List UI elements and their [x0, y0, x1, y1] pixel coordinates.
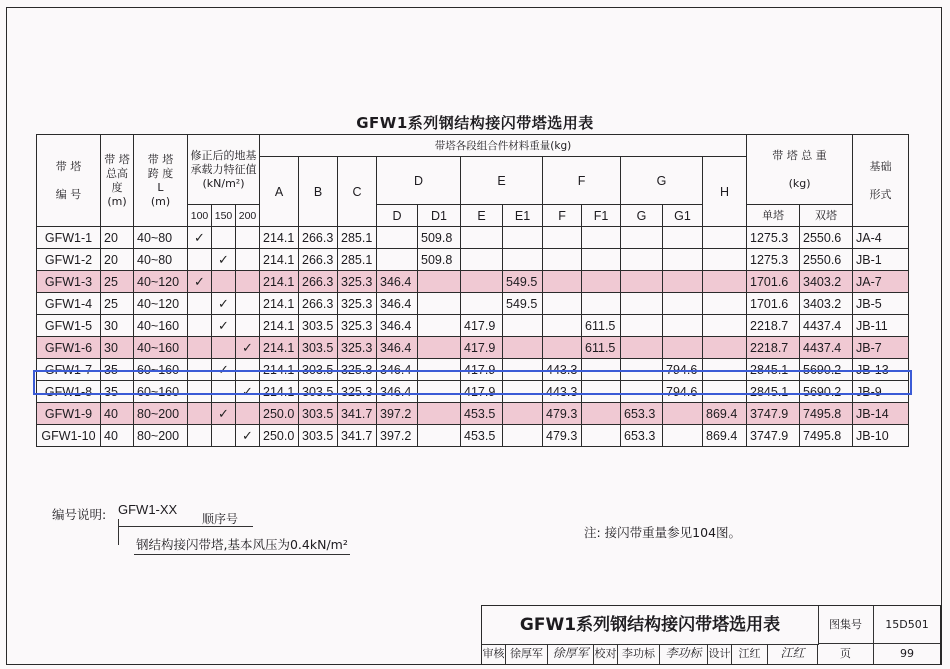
table-row — [37, 381, 909, 403]
cell-weight-d: 346.4 — [377, 293, 418, 315]
cell-soil-200 — [236, 315, 260, 337]
cell-weight-g1 — [663, 249, 703, 271]
cell-weight-h — [703, 315, 747, 337]
cell-span: 40~160 — [134, 337, 188, 359]
page-label: 页 — [818, 644, 874, 664]
titleblock-name: GFW1系列钢结构接闪带塔选用表 — [482, 606, 819, 645]
cell-weight-g — [621, 359, 663, 381]
cell-weight-e1 — [503, 381, 543, 403]
table-row — [37, 271, 909, 293]
cell-weight-d1 — [418, 403, 461, 425]
header-height: 带 塔 总高度 (m) — [101, 135, 134, 227]
header-single: 单塔 — [747, 205, 800, 227]
cell-base: JB-14 — [853, 403, 909, 425]
cell-weight-g — [621, 271, 663, 293]
title-block — [481, 605, 941, 665]
header-sub-d1: D1 — [418, 205, 461, 227]
cell-base: JB-1 — [853, 249, 909, 271]
cell-weight-h — [703, 381, 747, 403]
cell-soil-100 — [188, 359, 212, 381]
cell-id: GFW1-4 — [37, 293, 101, 315]
cell-weight-e: 417.9 — [461, 381, 503, 403]
check-icon: ✓ — [242, 383, 253, 399]
cell-single-weight: 2218.7 — [747, 315, 800, 337]
cell-double-weight: 4437.4 — [800, 337, 853, 359]
cell-weight-h — [703, 271, 747, 293]
cell-span: 60~160 — [134, 359, 188, 381]
cell-weight-h — [703, 249, 747, 271]
cell-weight-f1 — [582, 271, 621, 293]
cell-weight-b: 303.5 — [299, 425, 338, 447]
cell-single-weight: 1275.3 — [747, 249, 800, 271]
check-icon: ✓ — [218, 317, 229, 333]
designer-signature: 江红 — [768, 644, 818, 664]
cell-weight-f: 443.3 — [543, 359, 582, 381]
check-icon: ✓ — [218, 295, 229, 311]
cell-weight-g — [621, 381, 663, 403]
cell-soil-200 — [236, 425, 260, 447]
cell-soil-200 — [236, 271, 260, 293]
cell-soil-100 — [188, 425, 212, 447]
cell-height: 35 — [101, 359, 134, 381]
cell-height: 25 — [101, 293, 134, 315]
header-base: 基础 形式 — [853, 135, 909, 227]
cell-weight-h — [703, 337, 747, 359]
header-soil-150: 150 — [212, 205, 236, 227]
cell-base: JA-4 — [853, 227, 909, 249]
table-row — [37, 337, 909, 359]
atlas-label: 图集号 — [818, 606, 874, 644]
cell-weight-e — [461, 271, 503, 293]
header-group-h: H — [703, 157, 747, 227]
header-sub-g1: G1 — [663, 205, 703, 227]
cell-span: 40~80 — [134, 227, 188, 249]
check-label: 校对 — [594, 644, 618, 664]
cell-weight-d — [377, 249, 418, 271]
cell-weight-b: 266.3 — [299, 293, 338, 315]
cell-weight-a: 214.1 — [260, 315, 299, 337]
cell-weight-e — [461, 293, 503, 315]
cell-weight-e — [461, 227, 503, 249]
header-sub-g: G — [621, 205, 663, 227]
header-soil-100: 100 — [188, 205, 212, 227]
cell-height: 30 — [101, 337, 134, 359]
cell-base: JB-7 — [853, 337, 909, 359]
cell-weight-c: 325.3 — [338, 315, 377, 337]
cell-id: GFW1-7 — [37, 359, 101, 381]
cell-weight-g: 653.3 — [621, 425, 663, 447]
table-row — [37, 359, 909, 381]
header-group-e: E — [461, 157, 543, 205]
cell-soil-150 — [212, 425, 236, 447]
table-row — [37, 403, 909, 425]
check-icon: ✓ — [218, 361, 229, 377]
cell-weight-e: 453.5 — [461, 403, 503, 425]
cell-weight-e1 — [503, 425, 543, 447]
header-id: 带 塔 编 号 — [37, 135, 101, 227]
cell-weight-f — [543, 337, 582, 359]
cell-base: JB-9 — [853, 381, 909, 403]
cell-base: JB-10 — [853, 425, 909, 447]
cell-single-weight: 1275.3 — [747, 227, 800, 249]
cell-weight-d1 — [418, 381, 461, 403]
cell-weight-g1: 794.6 — [663, 359, 703, 381]
design-label: 设计 — [708, 644, 732, 664]
cell-weight-e: 453.5 — [461, 425, 503, 447]
cell-weight-a: 214.1 — [260, 249, 299, 271]
cell-weight-g1 — [663, 315, 703, 337]
cell-weight-a: 214.1 — [260, 359, 299, 381]
cell-weight-g — [621, 293, 663, 315]
cell-weight-h: 869.4 — [703, 425, 747, 447]
cell-height: 20 — [101, 249, 134, 271]
cell-weight-a: 214.1 — [260, 293, 299, 315]
cell-weight-d — [377, 227, 418, 249]
cell-double-weight: 2550.6 — [800, 227, 853, 249]
cell-weight-f1 — [582, 425, 621, 447]
cell-soil-200 — [236, 381, 260, 403]
header-group-d: D — [377, 157, 461, 205]
cell-weight-a: 250.0 — [260, 425, 299, 447]
cell-weight-g1 — [663, 227, 703, 249]
cell-weight-c: 325.3 — [338, 381, 377, 403]
header-group-f: F — [543, 157, 621, 205]
cell-double-weight: 5690.2 — [800, 359, 853, 381]
table-body — [37, 227, 909, 447]
cell-height: 25 — [101, 271, 134, 293]
cell-weight-e1 — [503, 315, 543, 337]
header-sub-f: F — [543, 205, 582, 227]
header-sub-f1: F1 — [582, 205, 621, 227]
review-label: 审核 — [482, 644, 506, 664]
header-group-g: G — [621, 157, 703, 205]
cell-weight-e1 — [503, 337, 543, 359]
numbering-legend — [52, 502, 348, 552]
cell-weight-g1: 794.6 — [663, 381, 703, 403]
cell-weight-b: 266.3 — [299, 227, 338, 249]
cell-weight-e1: 549.5 — [503, 293, 543, 315]
reviewer-name: 徐厚军 — [506, 644, 548, 664]
cell-weight-d1: 509.8 — [418, 227, 461, 249]
header-soil: 修正后的地基 承载力特征值 (kN/m²) — [188, 135, 260, 205]
cell-id: GFW1-2 — [37, 249, 101, 271]
cell-double-weight: 4437.4 — [800, 315, 853, 337]
cell-weight-d1: 509.8 — [418, 249, 461, 271]
cell-single-weight: 3747.9 — [747, 403, 800, 425]
cell-id: GFW1-3 — [37, 271, 101, 293]
cell-weight-f — [543, 249, 582, 271]
cell-weight-e — [461, 249, 503, 271]
header-group-c: C — [338, 157, 377, 227]
header-sub-e1: E1 — [503, 205, 543, 227]
cell-weight-b: 303.5 — [299, 381, 338, 403]
reviewer-signature: 徐厚军 — [548, 644, 594, 664]
legend-bracket — [118, 519, 119, 545]
cell-weight-f1: 611.5 — [582, 315, 621, 337]
cell-weight-f1 — [582, 249, 621, 271]
cell-weight-f1 — [582, 403, 621, 425]
cell-weight-f — [543, 271, 582, 293]
cell-weight-f: 479.3 — [543, 403, 582, 425]
cell-weight-a: 214.1 — [260, 381, 299, 403]
cell-weight-g: 653.3 — [621, 403, 663, 425]
cell-span: 80~200 — [134, 403, 188, 425]
cell-height: 40 — [101, 425, 134, 447]
cell-soil-100 — [188, 271, 212, 293]
cell-single-weight: 2845.1 — [747, 381, 800, 403]
cell-double-weight: 5690.2 — [800, 381, 853, 403]
cell-soil-200 — [236, 293, 260, 315]
table-row — [37, 315, 909, 337]
selection-table — [36, 134, 909, 447]
cell-weight-b: 303.5 — [299, 403, 338, 425]
cell-weight-g1 — [663, 425, 703, 447]
checker-name: 李功标 — [618, 644, 660, 664]
cell-weight-h: 869.4 — [703, 403, 747, 425]
cell-weight-a: 214.1 — [260, 227, 299, 249]
cell-weight-d1 — [418, 359, 461, 381]
cell-weight-d1 — [418, 337, 461, 359]
header-total: 带 塔 总 重 (kg) — [747, 135, 853, 205]
cell-weight-a: 214.1 — [260, 271, 299, 293]
cell-soil-200 — [236, 249, 260, 271]
cell-height: 30 — [101, 315, 134, 337]
cell-weight-g1 — [663, 293, 703, 315]
header-double: 双塔 — [800, 205, 853, 227]
cell-soil-150 — [212, 249, 236, 271]
cell-weight-d1 — [418, 315, 461, 337]
cell-weight-c: 325.3 — [338, 337, 377, 359]
cell-weight-g — [621, 227, 663, 249]
check-icon: ✓ — [242, 427, 253, 443]
cell-id: GFW1-9 — [37, 403, 101, 425]
cell-single-weight: 3747.9 — [747, 425, 800, 447]
cell-weight-f — [543, 315, 582, 337]
cell-weight-c: 285.1 — [338, 249, 377, 271]
cell-span: 60~160 — [134, 381, 188, 403]
cell-soil-200 — [236, 403, 260, 425]
cell-weight-e1 — [503, 403, 543, 425]
cell-weight-d: 397.2 — [377, 403, 418, 425]
cell-soil-150 — [212, 403, 236, 425]
cell-span: 40~160 — [134, 315, 188, 337]
cell-base: JB-13 — [853, 359, 909, 381]
cell-single-weight: 1701.6 — [747, 271, 800, 293]
cell-weight-g — [621, 315, 663, 337]
legend-label: 编号说明: — [52, 507, 107, 522]
cell-height: 35 — [101, 381, 134, 403]
cell-weight-d: 346.4 — [377, 271, 418, 293]
header-weights: 带塔各段组合件材料重量(kg) — [260, 135, 747, 157]
cell-double-weight: 7495.8 — [800, 425, 853, 447]
weight-note: 注: 接闪带重量参见104图。 — [584, 525, 742, 540]
cell-id: GFW1-8 — [37, 381, 101, 403]
cell-single-weight: 2218.7 — [747, 337, 800, 359]
cell-weight-g1 — [663, 403, 703, 425]
check-icon: ✓ — [194, 273, 205, 289]
cell-weight-c: 285.1 — [338, 227, 377, 249]
cell-weight-a: 250.0 — [260, 403, 299, 425]
cell-weight-d: 346.4 — [377, 315, 418, 337]
cell-weight-e1 — [503, 227, 543, 249]
header-group-a: A — [260, 157, 299, 227]
cell-double-weight: 3403.2 — [800, 293, 853, 315]
cell-soil-150 — [212, 293, 236, 315]
cell-weight-h — [703, 293, 747, 315]
cell-soil-150 — [212, 227, 236, 249]
cell-weight-g1 — [663, 337, 703, 359]
cell-weight-b: 303.5 — [299, 315, 338, 337]
cell-soil-150 — [212, 359, 236, 381]
check-icon: ✓ — [218, 405, 229, 421]
cell-span: 40~120 — [134, 293, 188, 315]
cell-weight-e: 417.9 — [461, 359, 503, 381]
cell-weight-b: 303.5 — [299, 359, 338, 381]
cell-weight-c: 341.7 — [338, 425, 377, 447]
check-icon: ✓ — [194, 229, 205, 245]
cell-soil-150 — [212, 271, 236, 293]
cell-soil-100 — [188, 227, 212, 249]
table-row — [37, 293, 909, 315]
header-sub-e: E — [461, 205, 503, 227]
cell-weight-b: 303.5 — [299, 337, 338, 359]
designer-name: 江红 — [732, 644, 768, 664]
cell-weight-f — [543, 227, 582, 249]
cell-weight-f1 — [582, 227, 621, 249]
cell-soil-100 — [188, 249, 212, 271]
cell-weight-e: 417.9 — [461, 315, 503, 337]
cell-weight-c: 341.7 — [338, 403, 377, 425]
cell-weight-f1 — [582, 359, 621, 381]
cell-base: JA-7 — [853, 271, 909, 293]
table-title: GFW1系列钢结构接闪带塔选用表 — [356, 114, 594, 132]
cell-weight-f: 443.3 — [543, 381, 582, 403]
cell-single-weight: 2845.1 — [747, 359, 800, 381]
atlas-number: 15D501 — [874, 606, 940, 644]
cell-soil-100 — [188, 293, 212, 315]
cell-soil-100 — [188, 315, 212, 337]
cell-weight-f1: 611.5 — [582, 337, 621, 359]
header-span: 带 塔 跨 度 L (m) — [134, 135, 188, 227]
cell-weight-f: 479.3 — [543, 425, 582, 447]
cell-soil-100 — [188, 403, 212, 425]
header-sub-d: D — [377, 205, 418, 227]
cell-base: JB-5 — [853, 293, 909, 315]
cell-height: 20 — [101, 227, 134, 249]
cell-weight-e1 — [503, 359, 543, 381]
check-icon: ✓ — [242, 339, 253, 355]
cell-height: 40 — [101, 403, 134, 425]
cell-soil-150 — [212, 315, 236, 337]
cell-weight-c: 325.3 — [338, 271, 377, 293]
cell-weight-d1 — [418, 293, 461, 315]
cell-weight-d1 — [418, 425, 461, 447]
cell-weight-e: 417.9 — [461, 337, 503, 359]
cell-weight-f1 — [582, 293, 621, 315]
cell-weight-f1 — [582, 381, 621, 403]
cell-span: 40~120 — [134, 271, 188, 293]
cell-weight-b: 266.3 — [299, 249, 338, 271]
cell-weight-e1: 549.5 — [503, 271, 543, 293]
cell-soil-100 — [188, 381, 212, 403]
cell-weight-a: 214.1 — [260, 337, 299, 359]
table-row — [37, 249, 909, 271]
cell-weight-d1 — [418, 271, 461, 293]
cell-base: JB-11 — [853, 315, 909, 337]
cell-weight-d: 397.2 — [377, 425, 418, 447]
cell-span: 80~200 — [134, 425, 188, 447]
cell-weight-h — [703, 227, 747, 249]
cell-double-weight: 7495.8 — [800, 403, 853, 425]
table-row — [37, 227, 909, 249]
checker-signature: 李功标 — [660, 644, 708, 664]
header-soil-200: 200 — [236, 205, 260, 227]
cell-weight-g — [621, 337, 663, 359]
cell-soil-150 — [212, 337, 236, 359]
cell-soil-200 — [236, 359, 260, 381]
legend-model: GFW1-XX — [118, 502, 178, 517]
check-icon: ✓ — [218, 251, 229, 267]
cell-id: GFW1-6 — [37, 337, 101, 359]
cell-weight-e1 — [503, 249, 543, 271]
header-group-b: B — [299, 157, 338, 227]
cell-weight-g — [621, 249, 663, 271]
legend-seq: 顺序号 — [202, 512, 239, 526]
cell-weight-c: 325.3 — [338, 293, 377, 315]
cell-id: GFW1-10 — [37, 425, 101, 447]
cell-weight-c: 325.3 — [338, 359, 377, 381]
legend-desc: 钢结构接闪带塔,基本风压为0.4kN/m² — [134, 535, 350, 555]
cell-weight-f — [543, 293, 582, 315]
cell-double-weight: 2550.6 — [800, 249, 853, 271]
cell-id: GFW1-5 — [37, 315, 101, 337]
page-number: 99 — [900, 647, 914, 660]
cell-weight-d: 346.4 — [377, 337, 418, 359]
cell-weight-g1 — [663, 271, 703, 293]
cell-weight-d: 346.4 — [377, 381, 418, 403]
table-row — [37, 425, 909, 447]
cell-weight-b: 266.3 — [299, 271, 338, 293]
cell-soil-100 — [188, 337, 212, 359]
cell-weight-d: 346.4 — [377, 359, 418, 381]
cell-span: 40~80 — [134, 249, 188, 271]
cell-soil-200 — [236, 227, 260, 249]
cell-single-weight: 1701.6 — [747, 293, 800, 315]
cell-soil-150 — [212, 381, 236, 403]
cell-id: GFW1-1 — [37, 227, 101, 249]
legend-bracket-line — [118, 526, 253, 527]
cell-soil-200 — [236, 337, 260, 359]
cell-double-weight: 3403.2 — [800, 271, 853, 293]
cell-weight-h — [703, 359, 747, 381]
